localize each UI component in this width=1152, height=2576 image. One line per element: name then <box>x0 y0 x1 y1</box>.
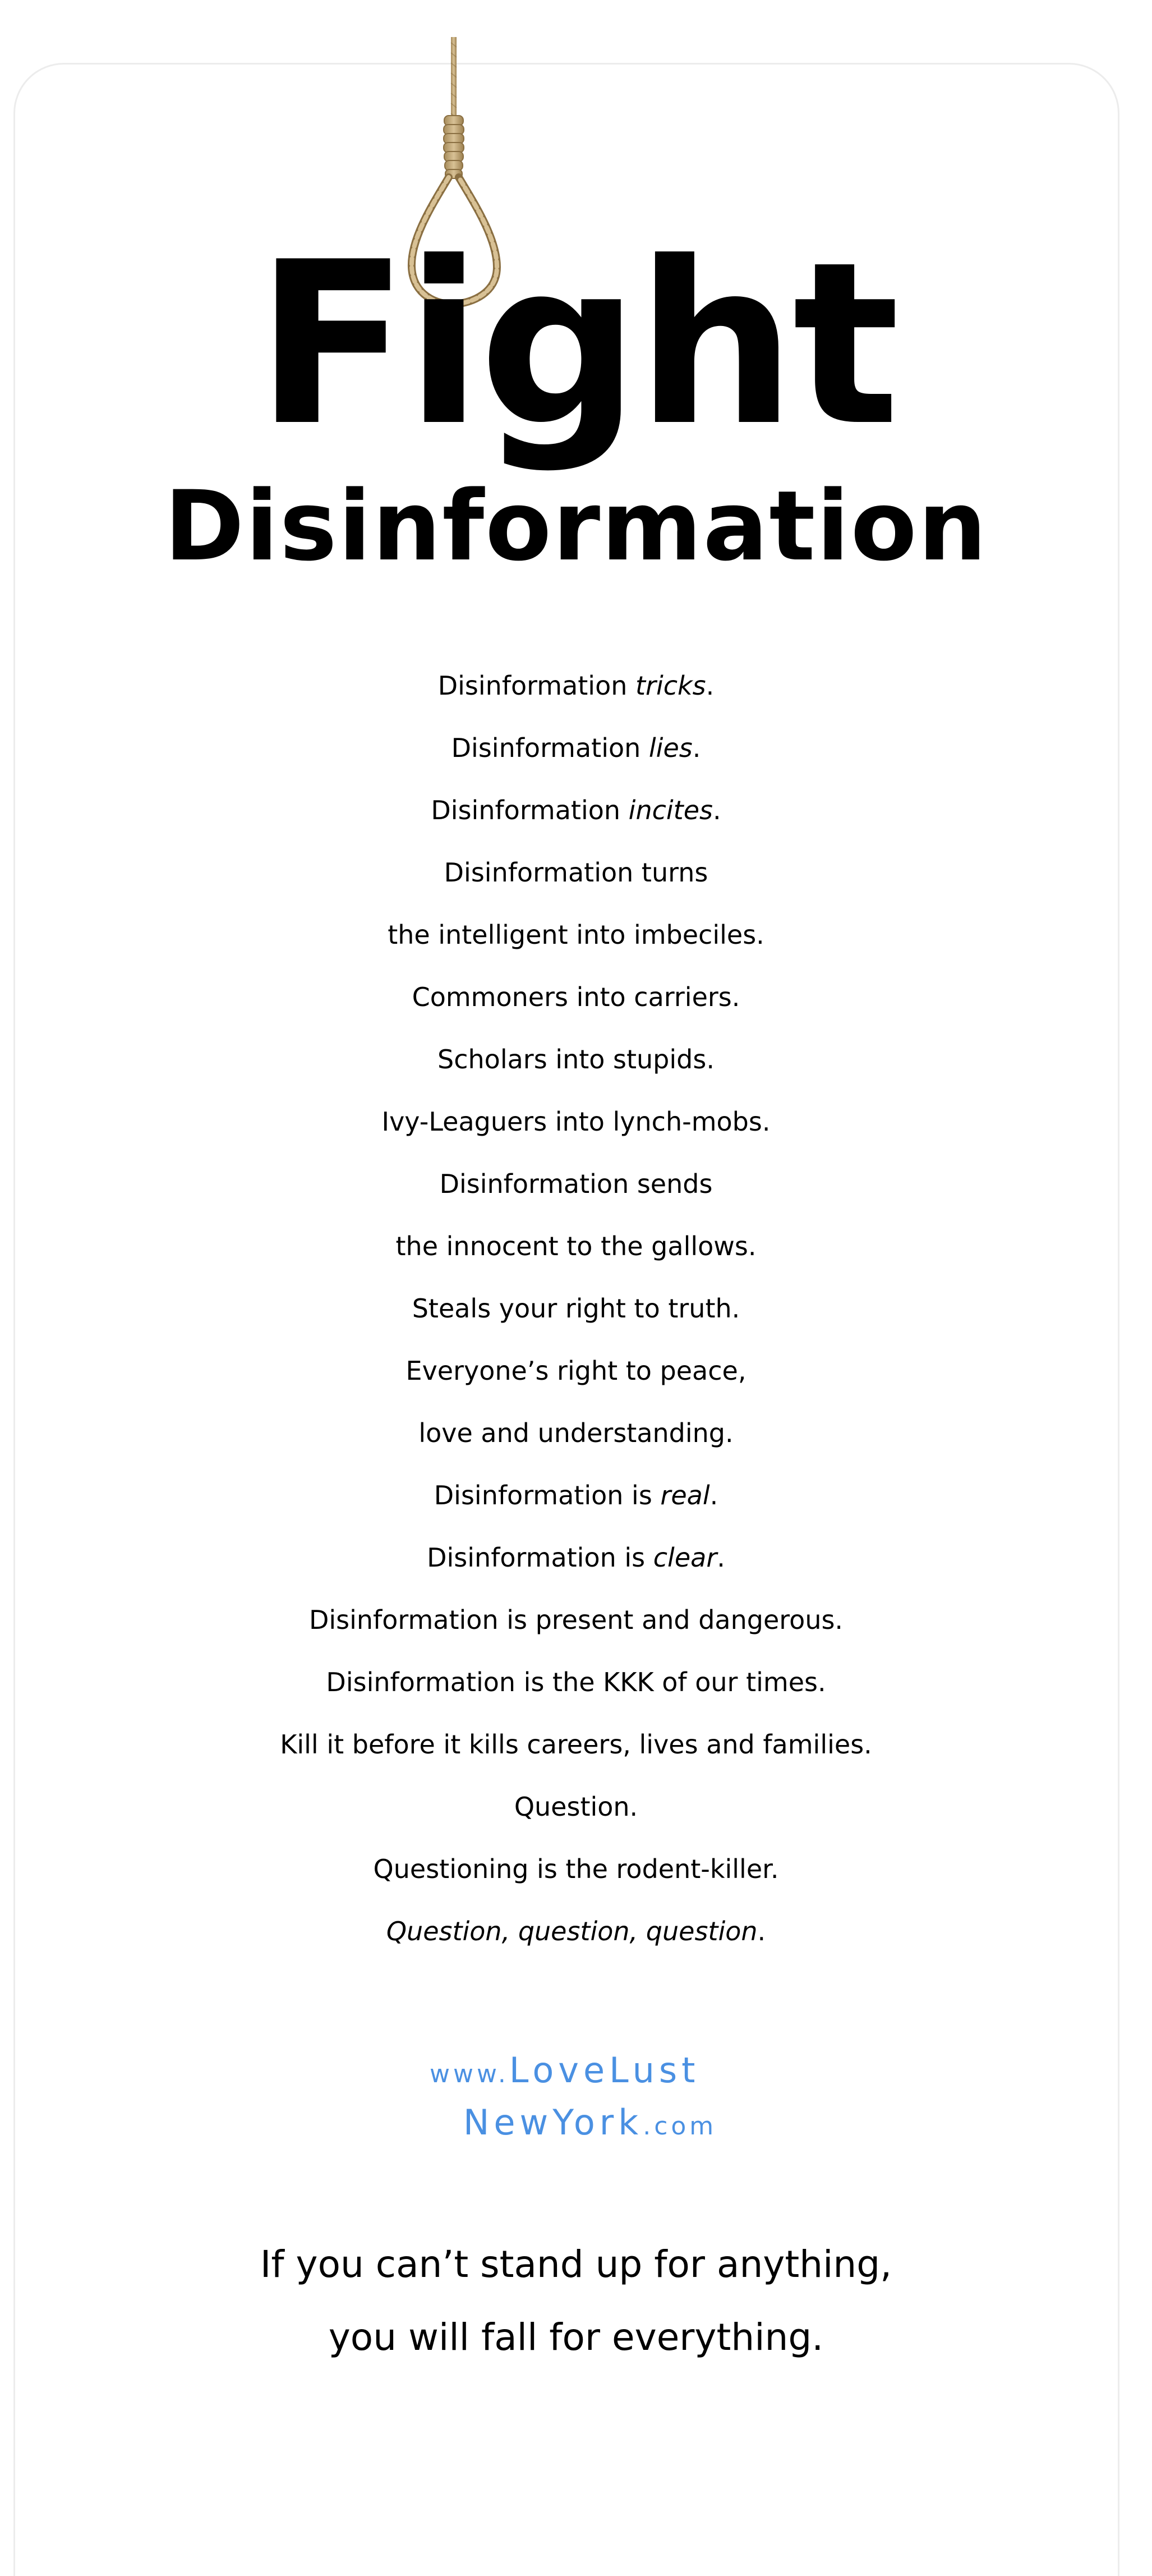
poem-line-punctuation: . <box>717 1542 725 1573</box>
poem-line-text: Disinformation is present and dangerous. <box>308 1605 844 1635</box>
poem-line <box>0 1651 1152 1714</box>
poem-line <box>0 717 1152 779</box>
poem-line-punctuation: . <box>757 1916 766 1946</box>
poem-line <box>0 655 1152 717</box>
poem-line-text: Ivy-Leaguers into lynch-mobs. <box>381 1106 771 1137</box>
poem-line-text: Disinformation <box>431 795 629 825</box>
poem-line-emphasis: clear <box>653 1542 717 1573</box>
poem-line-text: the innocent to the gallows. <box>395 1231 757 1261</box>
title-disinformation: Disinformation <box>164 470 988 582</box>
poem-line <box>0 1091 1152 1153</box>
poem-line-emphasis: real <box>660 1480 710 1510</box>
poem-line-text: Scholars into stupids. <box>437 1044 715 1075</box>
website-suffix: .com <box>643 2112 717 2141</box>
website-link[interactable] <box>0 2042 1152 2099</box>
poem-line <box>0 1464 1152 1527</box>
poem-line-text: the intelligent into imbeciles. <box>388 920 764 950</box>
poem-line-text: Disinformation <box>437 671 636 701</box>
website-prefix: www. <box>430 2060 509 2088</box>
poem-line-text: Disinformation <box>451 733 649 763</box>
poem-line-text: Question. <box>514 1792 638 1822</box>
poem-line <box>0 1028 1152 1091</box>
poem <box>0 655 1152 1963</box>
poem-line-text: Steals your right to truth. <box>412 1293 740 1324</box>
poem-line-punctuation: . <box>706 671 715 701</box>
poem-line-text: Disinformation sends <box>439 1169 713 1199</box>
poem-line-text: Everyone’s right to peace, <box>405 1356 747 1386</box>
tagline-line-1: If you can’t stand up for anything, <box>260 2243 892 2286</box>
poem-line-text: Disinformation turns <box>444 857 708 888</box>
poem-line <box>0 1402 1152 1464</box>
poem-line-text: Commoners into carriers. <box>412 982 740 1012</box>
tagline-line-2: you will fall for everything. <box>328 2316 824 2359</box>
poem-line <box>0 1215 1152 1278</box>
poem-line-emphasis: Question, question, question <box>386 1916 758 1946</box>
poem-line <box>0 904 1152 966</box>
poem-line <box>0 1714 1152 1776</box>
poem-line <box>0 1340 1152 1402</box>
poem-line <box>0 1278 1152 1340</box>
poem-line <box>0 842 1152 904</box>
poem-line <box>0 966 1152 1028</box>
poem-line-punctuation: . <box>709 1480 718 1510</box>
poem-line <box>0 1900 1152 1963</box>
poem-line <box>0 1589 1152 1651</box>
website-link-line2[interactable] <box>0 2095 1152 2151</box>
poem-line-text: Kill it before it kills careers, lives and families. <box>280 1729 872 1760</box>
poem-line-text: love and understanding. <box>418 1418 734 1448</box>
poem-line <box>0 1776 1152 1838</box>
poem-line <box>0 1838 1152 1900</box>
poem-line-text: Disinformation is the KKK of our times. <box>326 1667 826 1697</box>
poem-line-text: Disinformation is <box>434 1480 661 1510</box>
title-fight: Fight <box>255 214 897 475</box>
poem-line <box>0 1527 1152 1589</box>
poem-line <box>0 1153 1152 1215</box>
poem-line-punctuation: . <box>692 733 701 763</box>
poem-line-emphasis: lies <box>648 733 693 763</box>
poem-line-punctuation: . <box>712 795 721 825</box>
website-part2: NewYork <box>463 2102 643 2143</box>
poem-line <box>0 779 1152 842</box>
poem-line-text: Disinformation is <box>427 1542 653 1573</box>
website-part1: LoveLust <box>509 2050 700 2091</box>
poem-line-emphasis: incites <box>628 795 713 825</box>
poem-line-emphasis: tricks <box>635 671 706 701</box>
poem-line-text: Questioning is the rodent-killer. <box>373 1854 779 1884</box>
